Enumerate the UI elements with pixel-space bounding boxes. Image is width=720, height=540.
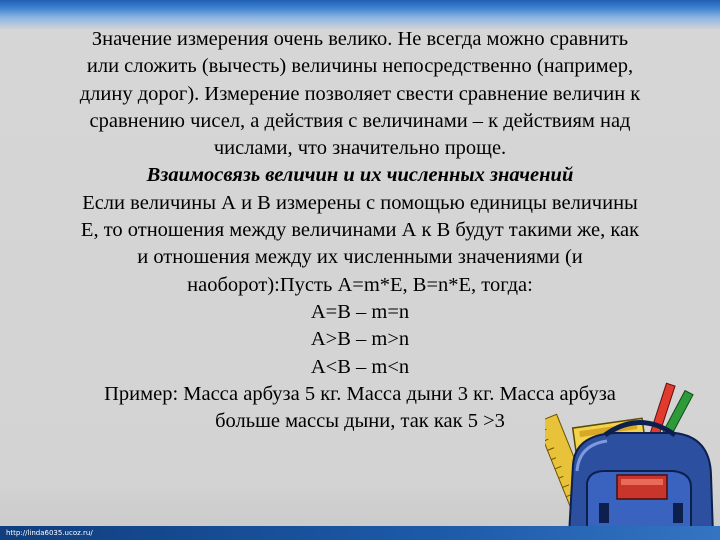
paragraph-line: сравнению чисел, а действия с величинами – к действиям над [89, 109, 631, 132]
body-line: Если величины А и В измерены с помощью единицы величины [82, 191, 638, 214]
footer-url-link[interactable]: http://linda6035.ucoz.ru/ [6, 529, 93, 537]
section-heading: Взаимосвязь величин и их численных значений [146, 164, 574, 187]
body-line: и отношения между их численными значениями (и [137, 246, 583, 269]
relation-line: A<B – m<n [310, 355, 410, 378]
paragraph-line: или сложить (вычесть) величины непосредственно (например, [86, 55, 634, 78]
body-line: наоборот):Пусть А=m*E, B=n*E, тогда: [187, 273, 533, 296]
relation-line: A>B – m>n [310, 328, 410, 351]
footer-bar [0, 526, 720, 540]
example-line: больше массы дыни, так как 5 >3 [215, 410, 505, 433]
paragraph-line: числами, что значительно проще. [213, 137, 507, 160]
school-backpack-icon [545, 375, 720, 540]
paragraph-line: Значение измерения очень велико. Не всегда можно сравнить [91, 28, 629, 50]
relation-line: A=B – m=n [310, 300, 410, 323]
example-line: Пример: Масса арбуза 5 кг. Масса дыни 3 кг. Масса арбуза [104, 382, 616, 405]
paragraph-line: длину дорог). Измерение позволяет свести сравнение величин к [79, 82, 641, 105]
body-line: Е, то отношения между величинами А к В будут такими же, как [80, 219, 640, 242]
